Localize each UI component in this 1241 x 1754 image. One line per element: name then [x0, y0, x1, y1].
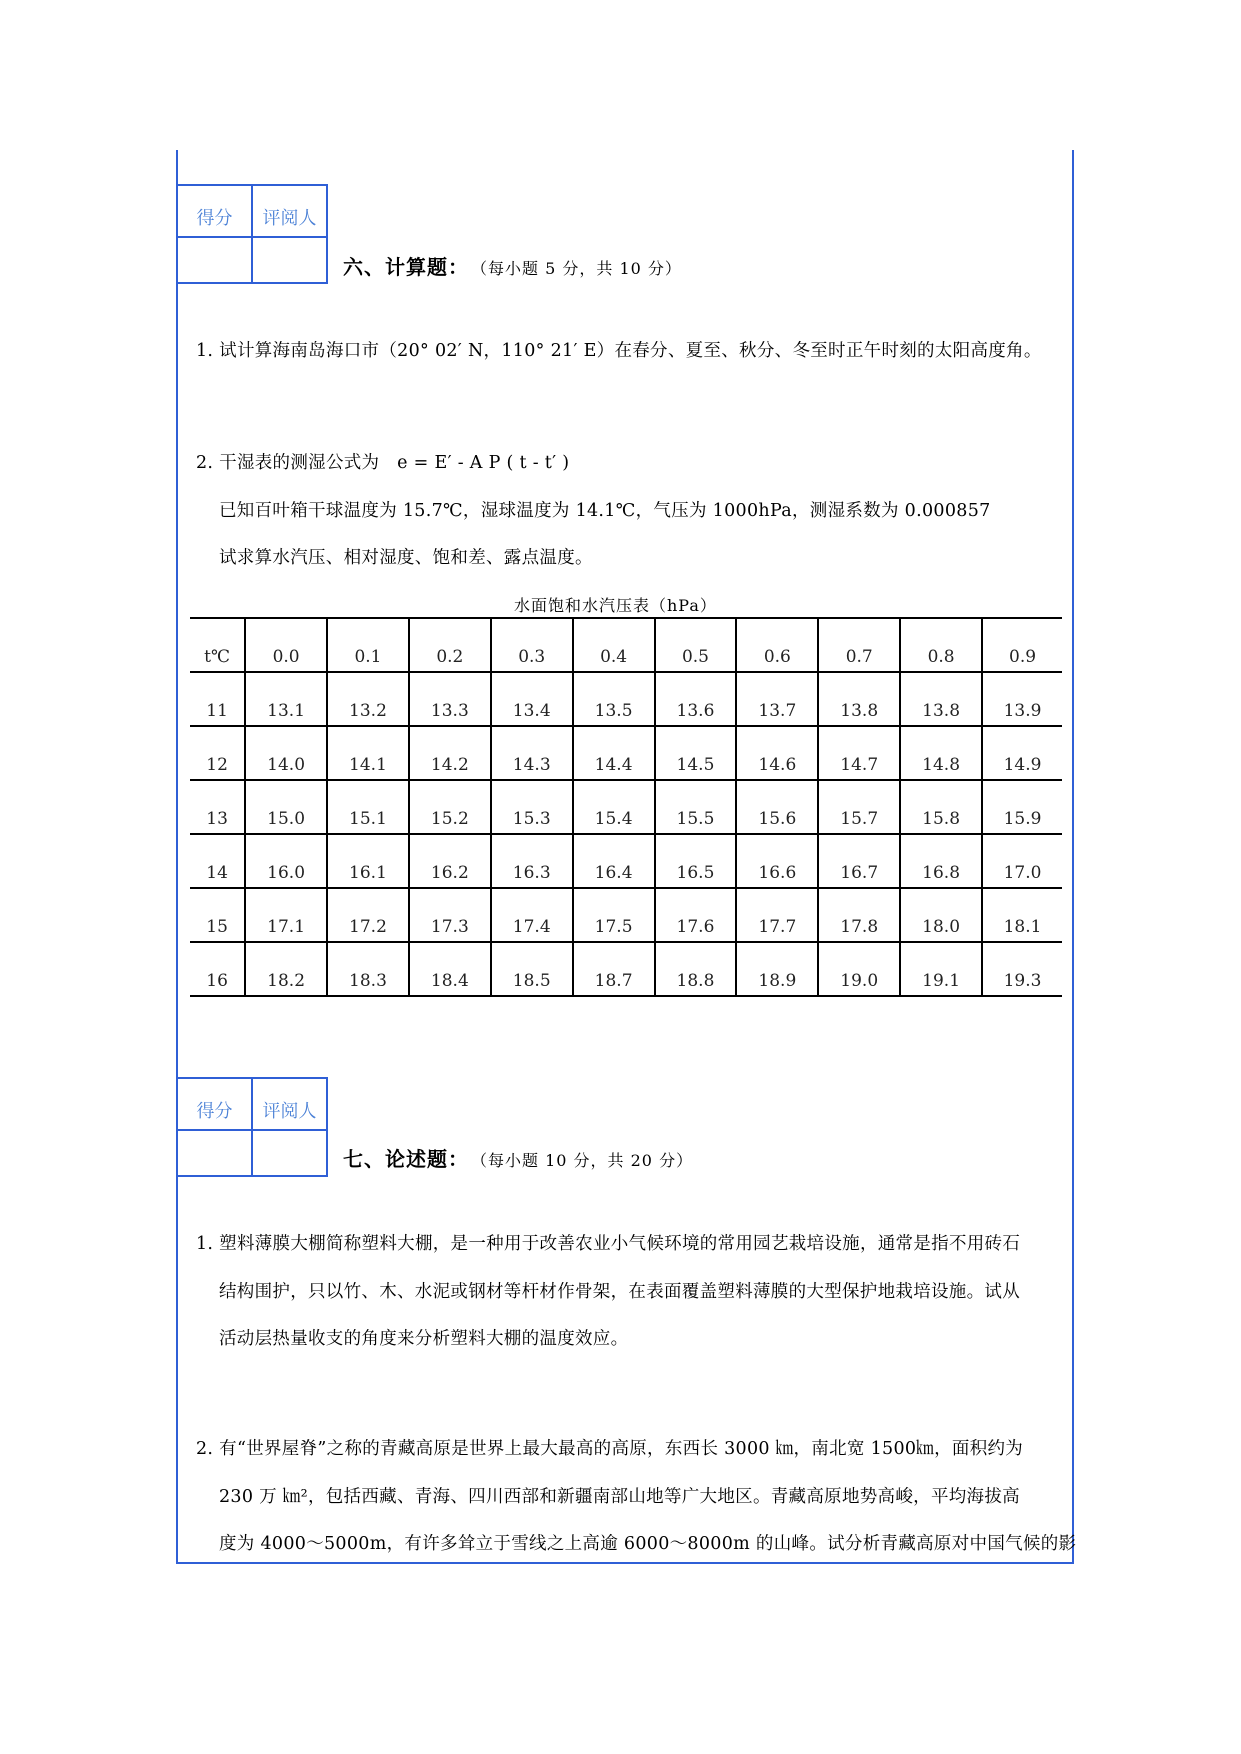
- header-cell: 0.1: [327, 618, 409, 672]
- table-cell: 18.1: [982, 888, 1062, 942]
- table-cell: 16: [190, 942, 245, 996]
- vapor-pressure-table: [190, 617, 1062, 997]
- table-cell: 16.1: [327, 834, 409, 888]
- score-cell: [177, 1130, 252, 1176]
- table-cell: 17.3: [409, 888, 491, 942]
- table-cell: 15.3: [491, 780, 573, 834]
- section-6-question-1: 1. 试计算海南岛海口市（20° 02′ N，110° 21′ E）在春分、夏至、秋分、冬至时正午时刻的太阳高度角。: [196, 341, 1042, 361]
- section-7-question-1-line-2: 结构围护，只以竹、木、水泥或钢材等杆材作骨架，在表面覆盖塑料薄膜的大型保护地栽培设施。试从: [219, 1282, 1020, 1302]
- table-caption: 水面饱和水汽压表（hPa）: [514, 596, 717, 615]
- table-cell: 13.9: [982, 672, 1062, 726]
- section-6-heading: [343, 251, 682, 280]
- table-cell: 15.8: [900, 780, 982, 834]
- section-7-question-1-line-3: 活动层热量收支的角度来分析塑料大棚的温度效应。: [219, 1329, 629, 1349]
- grader-label: 评阅人: [252, 185, 327, 237]
- table-cell: 17.0: [982, 834, 1062, 888]
- table-row: [190, 942, 1062, 996]
- table-cell: 15.5: [655, 780, 737, 834]
- table-cell: 16.7: [818, 834, 900, 888]
- table-cell: 19.0: [818, 942, 900, 996]
- section-7-question-2-line-3: 度为 4000～5000m，有许多耸立于雪线之上高逾 6000～8000m 的山峰。试分析青藏高原对中国气候的影: [219, 1534, 1077, 1554]
- table-row: [190, 834, 1062, 888]
- table-cell: 11: [190, 672, 245, 726]
- table-cell: 17.5: [573, 888, 655, 942]
- header-cell: 0.8: [900, 618, 982, 672]
- table-cell: 17.8: [818, 888, 900, 942]
- table-row: [190, 888, 1062, 942]
- table-cell: 15.9: [982, 780, 1062, 834]
- table-cell: 19.3: [982, 942, 1062, 996]
- table-cell: 18.2: [245, 942, 327, 996]
- table-cell: 13.2: [327, 672, 409, 726]
- table-cell: 16.2: [409, 834, 491, 888]
- table-cell: 13.4: [491, 672, 573, 726]
- grader-cell: [252, 237, 327, 283]
- table-cell: 17.4: [491, 888, 573, 942]
- table-cell: 17.6: [655, 888, 737, 942]
- table-cell: 15.0: [245, 780, 327, 834]
- table-cell: 16.3: [491, 834, 573, 888]
- table-cell: 15.6: [736, 780, 818, 834]
- table-cell: 18.8: [655, 942, 737, 996]
- table-cell: 16.5: [655, 834, 737, 888]
- table-cell: 16.6: [736, 834, 818, 888]
- table-cell: 14.7: [818, 726, 900, 780]
- table-cell: 18.4: [409, 942, 491, 996]
- score-box-section-7: [176, 1077, 328, 1177]
- table-cell: 18.0: [900, 888, 982, 942]
- table-cell: 14.5: [655, 726, 737, 780]
- grader-label: 评阅人: [252, 1078, 327, 1130]
- header-cell: 0.3: [491, 618, 573, 672]
- section-7-note: （每小题 10 分，共 20 分）: [479, 1151, 694, 1170]
- table-cell: 19.1: [900, 942, 982, 996]
- table-cell: 13.8: [818, 672, 900, 726]
- table-cell: 15.1: [327, 780, 409, 834]
- table-cell: 17.7: [736, 888, 818, 942]
- grader-cell: [252, 1130, 327, 1176]
- table-header-row: [190, 618, 1062, 672]
- table-cell: 13.3: [409, 672, 491, 726]
- table-cell: 15.2: [409, 780, 491, 834]
- table-cell: 14.9: [982, 726, 1062, 780]
- header-cell: 0.2: [409, 618, 491, 672]
- table-cell: 13.6: [655, 672, 737, 726]
- section-7-title: 七、论述题：: [343, 1147, 469, 1171]
- table-cell: 14.6: [736, 726, 818, 780]
- table-cell: 13.7: [736, 672, 818, 726]
- section-7-heading: [343, 1143, 693, 1172]
- header-cell: 0.4: [573, 618, 655, 672]
- table-cell: 15.4: [573, 780, 655, 834]
- table-cell: 14: [190, 834, 245, 888]
- section-6-title: 六、计算题：: [343, 255, 469, 279]
- table-cell: 13.1: [245, 672, 327, 726]
- table-cell: 15.7: [818, 780, 900, 834]
- score-label: 得分: [177, 185, 252, 237]
- table-cell: 16.0: [245, 834, 327, 888]
- table-row: [190, 726, 1062, 780]
- table-cell: 15: [190, 888, 245, 942]
- section-6-note: （每小题 5 分，共 10 分）: [479, 259, 682, 278]
- table-cell: 14.1: [327, 726, 409, 780]
- table-cell: 18.7: [573, 942, 655, 996]
- section-6-question-2-task: 试求算水汽压、相对湿度、饱和差、露点温度。: [219, 548, 593, 568]
- table-cell: 14.4: [573, 726, 655, 780]
- section-7-question-2-line-2: 230 万 ㎞²，包括西藏、青海、四川西部和新疆南部山地等广大地区。青藏高原地势高峻，平均海拔高: [219, 1487, 1020, 1507]
- table-cell: 13: [190, 780, 245, 834]
- header-cell: t℃: [190, 618, 245, 672]
- table-cell: 18.9: [736, 942, 818, 996]
- header-cell: 0.7: [818, 618, 900, 672]
- table-cell: 16.4: [573, 834, 655, 888]
- section-7-question-2-line-1: 2. 有“世界屋脊”之称的青藏高原是世界上最大最高的高原，东西长 3000 ㎞，南北宽 1500㎞，面积约为: [196, 1439, 1024, 1459]
- score-label: 得分: [177, 1078, 252, 1130]
- table-cell: 14.8: [900, 726, 982, 780]
- table-cell: 12: [190, 726, 245, 780]
- table-cell: 13.5: [573, 672, 655, 726]
- table-cell: 18.5: [491, 942, 573, 996]
- table-cell: 17.1: [245, 888, 327, 942]
- table-row: [190, 672, 1062, 726]
- section-7-question-1-line-1: 1. 塑料薄膜大棚简称塑料大棚，是一种用于改善农业小气候环境的常用园艺栽培设施，通常是指不用砖石: [196, 1234, 1021, 1254]
- table-cell: 14.0: [245, 726, 327, 780]
- table-cell: 17.2: [327, 888, 409, 942]
- header-cell: 0.9: [982, 618, 1062, 672]
- table-cell: 16.8: [900, 834, 982, 888]
- table-cell: 13.8: [900, 672, 982, 726]
- section-6-question-2-formula: 2. 干湿表的测湿公式为 e = E′ - A P ( t - t′ ): [196, 453, 570, 473]
- score-cell: [177, 237, 252, 283]
- table-row: [190, 780, 1062, 834]
- header-cell: 0.6: [736, 618, 818, 672]
- header-cell: 0.5: [655, 618, 737, 672]
- table-cell: 18.3: [327, 942, 409, 996]
- table-cell: 14.2: [409, 726, 491, 780]
- section-6-question-2-given: 已知百叶箱干球温度为 15.7℃，湿球温度为 14.1℃，气压为 1000hPa，测湿系数为 0.000857: [219, 501, 991, 521]
- score-box-section-6: [176, 184, 328, 284]
- table-cell: 14.3: [491, 726, 573, 780]
- header-cell: 0.0: [245, 618, 327, 672]
